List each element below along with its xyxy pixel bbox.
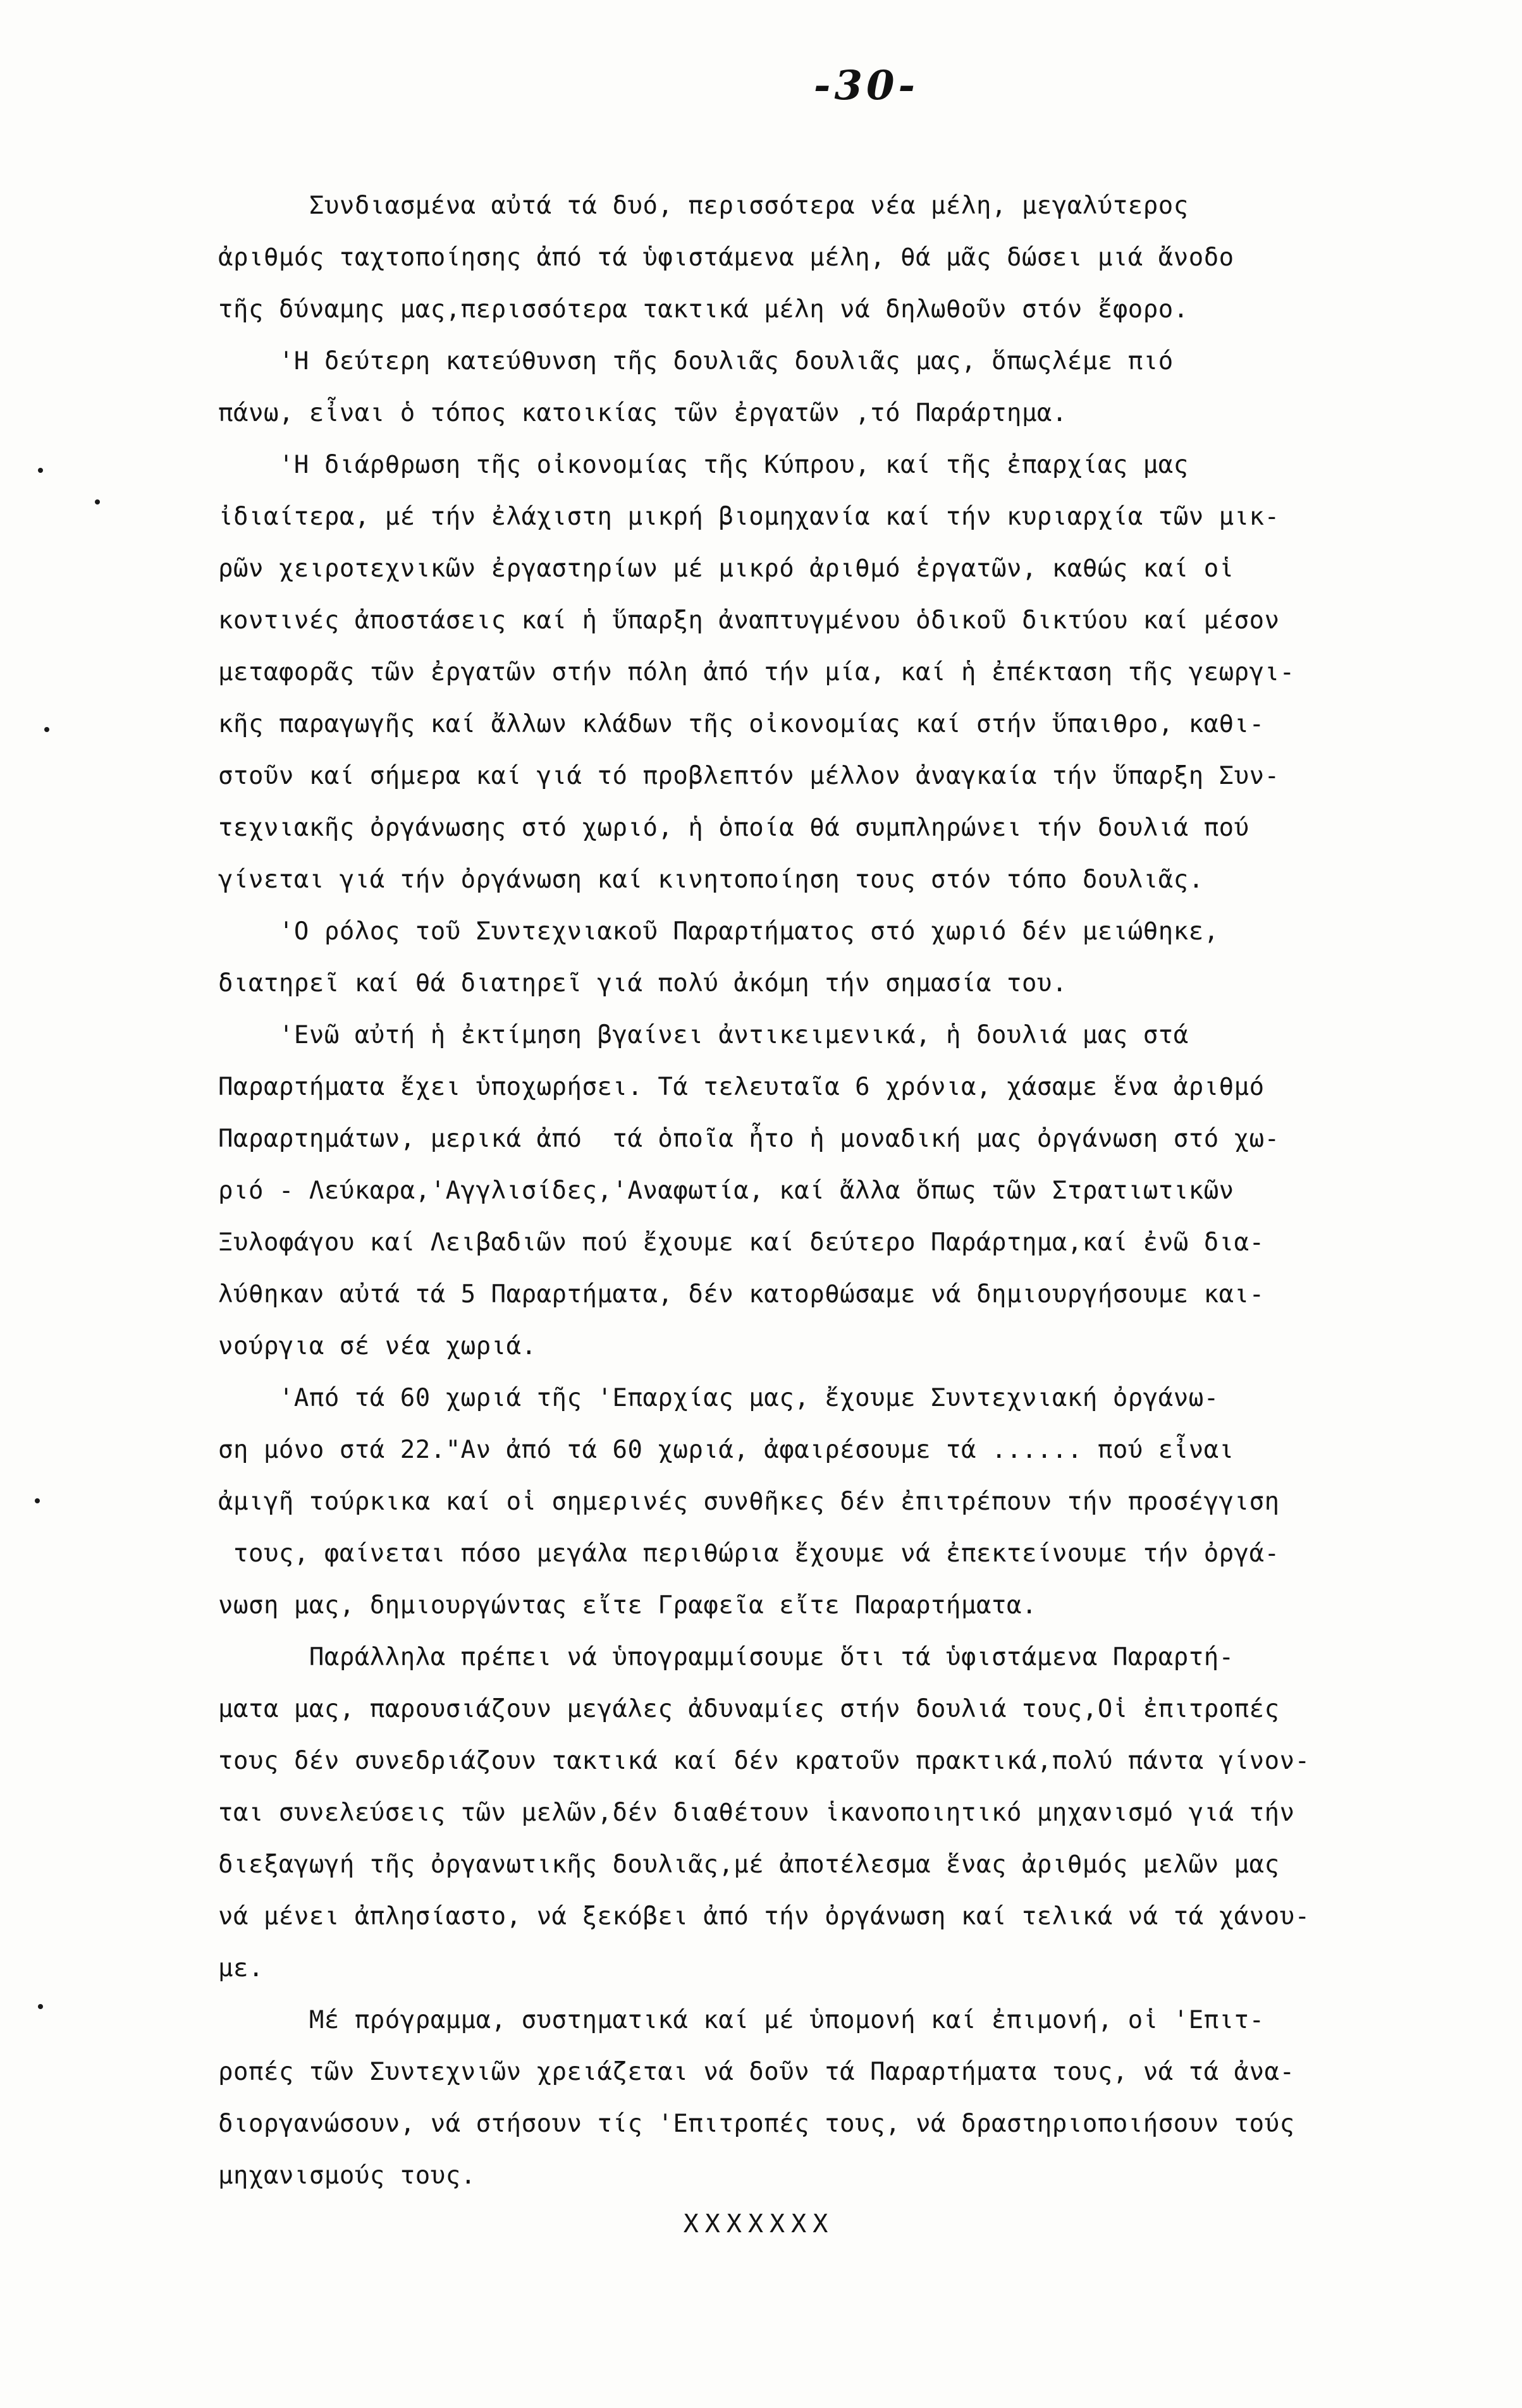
text-line: 'Από τά 60 χωριά τῆς 'Επαρχίας μας, ἔχουμε Συντεχνιακή ὀργάνω-: [218, 1384, 1219, 1412]
text-line: 'Ενῶ αὐτή ἡ ἐκτίμηση βγαίνει ἀντικειμενικά, ἡ δουλιά μας στά: [218, 1021, 1189, 1049]
text-line: νά μένει ἀπλησίαστο, νά ξεκόβει ἀπό τήν ὀργάνωση καί τελικά νά τά χάνου-: [218, 1902, 1310, 1931]
scan-speck: [44, 727, 49, 732]
text-line: 'Ο ρόλος τοῦ Συντεχνιακοῦ Παραρτήματος στό χωριό δέν μειώθηκε,: [218, 917, 1219, 946]
text-line: μηχανισμούς τους.: [218, 2161, 476, 2190]
text-line: τους, φαίνεται πόσο μεγάλα περιθώρια ἔχουμε νά ἐπεκτείνουμε τήν ὀργά-: [218, 1539, 1280, 1568]
text-line: στοῦν καί σήμερα καί γιά τό προβλεπτόν μέλλον ἀναγκαία τήν ὕπαρξη Συν-: [218, 762, 1280, 790]
body-text: [218, 180, 1451, 2202]
text-line: τεχνιακῆς ὀργάνωσης στό χωριό, ἡ ὁποία θά συμπληρώνει τήν δουλιά πού: [218, 814, 1249, 842]
text-line: Παραρτήματα ἔχει ὑποχωρήσει. Τά τελευταῖα 6 χρόνια, χάσαμε ἕνα ἀριθμό: [218, 1073, 1265, 1101]
scan-speck: [38, 2004, 43, 2009]
text-line: κῆς παραγωγῆς καί ἄλλων κλάδων τῆς οἰκονομίας καί στήν ὕπαιθρο, καθι-: [218, 710, 1265, 738]
paragraph-7: [218, 1632, 1451, 1995]
section-end-mark: XXXXXXX: [683, 2209, 835, 2239]
text-line: Παραρτημάτων, μερικά ἀπό τά ὁποῖα ἦτο ἡ μοναδική μας ὀργάνωση στό χω-: [218, 1125, 1280, 1153]
paragraph-2: [218, 336, 1451, 439]
text-line: τῆς δύναμης μας,περισσότερα τακτικά μέλη νά δηλωθοῦν στόν ἔφορο.: [218, 295, 1189, 324]
text-line: ροπές τῶν Συντεχνιῶν χρειάζεται νά δοῦν τά Παραρτήματα τους, νά τά ἀνα-: [218, 2058, 1295, 2086]
paragraph-4: [218, 906, 1451, 1010]
text-line: νούργια σέ νέα χωριά.: [218, 1332, 537, 1360]
paragraph-6: [218, 1372, 1451, 1632]
text-line: Μέ πρόγραμμα, συστηματικά καί μέ ὑπομονή καί ἐπιμονή, οἱ 'Επιτ-: [218, 2006, 1265, 2034]
text-line: γίνεται γιά τήν ὀργάνωση καί κινητοποίηση τους στόν τόπο δουλιᾶς.: [218, 865, 1204, 894]
text-line: διεξαγωγή τῆς ὀργανωτικῆς δουλιᾶς,μέ ἀποτέλεσμα ἕνας ἀριθμός μελῶν μας: [218, 1850, 1280, 1879]
text-line: Παράλληλα πρέπει νά ὑπογραμμίσουμε ὅτι τά ὑφιστάμενα Παραρτή-: [218, 1643, 1234, 1672]
paragraph-5: [218, 1010, 1451, 1372]
text-line: λύθηκαν αὐτά τά 5 Παραρτήματα, δέν κατορθώσαμε νά δημιουργήσουμε και-: [218, 1280, 1265, 1309]
text-line: τους δέν συνεδριάζουν τακτικά καί δέν κρατοῦν πρακτικά,πολύ πάντα γίνον-: [218, 1747, 1310, 1775]
text-line: ριό - Λεύκαρα,'Αγγλισίδες,'Αναφωτία, καί ἄλλα ὅπως τῶν Στρατιωτικῶν: [218, 1176, 1234, 1205]
scan-speck: [95, 499, 100, 504]
text-line: ρῶν χειροτεχνικῶν ἐργαστηρίων μέ μικρό ἀριθμό ἐργατῶν, καθώς καί οἱ: [218, 554, 1234, 583]
text-line: διοργανώσουν, νά στήσουν τίς 'Επιτροπές τους, νά δραστηριοποιήσουν τούς: [218, 2110, 1295, 2138]
text-line: 'Η δεύτερη κατεύθυνση τῆς δουλιᾶς δουλιᾶς μας, ὅπωςλέμε πιό: [218, 347, 1174, 376]
text-line: νωση μας, δημιουργώντας εἴτε Γραφεῖα εἴτε Παραρτήματα.: [218, 1591, 1037, 1620]
scan-speck: [38, 468, 43, 473]
text-line: ματα μας, παρουσιάζουν μεγάλες ἀδυναμίες στήν δουλιά τους,Οἱ ἐπιτροπές: [218, 1695, 1280, 1723]
text-line: κοντινές ἀποστάσεις καί ἡ ὕπαρξη ἀναπτυγμένου ὁδικοῦ δικτύου καί μέσον: [218, 606, 1280, 635]
text-line: ἀριθμός ταχτοποίησης ἀπό τά ὑφιστάμενα μέλη, θά μᾶς δώσει μιά ἄνοδο: [218, 243, 1234, 272]
text-line: ση μόνο στά 22."Αν ἀπό τά 60 χωριά, ἀφαιρέσουμε τά ...... πού εἶναι: [218, 1436, 1234, 1464]
paragraph-1: [218, 180, 1451, 336]
text-line: 'Η διάρθρωση τῆς οἰκονομίας τῆς Κύπρου, καί τῆς ἐπαρχίας μας: [218, 451, 1189, 479]
text-line: πάνω, εἶναι ὁ τόπος κατοικίας τῶν ἐργατῶν ,τό Παράρτημα.: [218, 399, 1067, 427]
paragraph-8: [218, 1995, 1451, 2202]
page-number: -30-: [813, 62, 919, 109]
text-line: Συνδιασμένα αὐτά τά δυό, περισσότερα νέα μέλη, μεγαλύτερος: [218, 192, 1189, 220]
text-line: ἰδιαίτερα, μέ τήν ἐλάχιστη μικρή βιομηχανία καί τήν κυριαρχία τῶν μικ-: [218, 503, 1280, 531]
paragraph-3: [218, 439, 1451, 906]
text-line: μεταφορᾶς τῶν ἐργατῶν στήν πόλη ἀπό τήν μία, καί ἡ ἐπέκταση τῆς γεωργι-: [218, 658, 1295, 687]
text-line: ται συνελεύσεις τῶν μελῶν,δέν διαθέτουν ἱκανοποιητικό μηχανισμό γιά τήν: [218, 1799, 1295, 1827]
text-line: διατηρεῖ καί θά διατηρεῖ γιά πολύ ἀκόμη τήν σημασία του.: [218, 969, 1067, 998]
scan-speck: [35, 1498, 40, 1503]
text-line: ἀμιγῆ τούρκικα καί οἱ σημερινές συνθῆκες δέν ἐπιτρέπουν τήν προσέγγιση: [218, 1488, 1280, 1516]
text-line: Ξυλοφάγου καί Λειβαδιῶν πού ἔχουμε καί δεύτερο Παράρτημα,καί ἐνῶ δια-: [218, 1228, 1265, 1257]
text-line: με.: [218, 1954, 264, 1983]
